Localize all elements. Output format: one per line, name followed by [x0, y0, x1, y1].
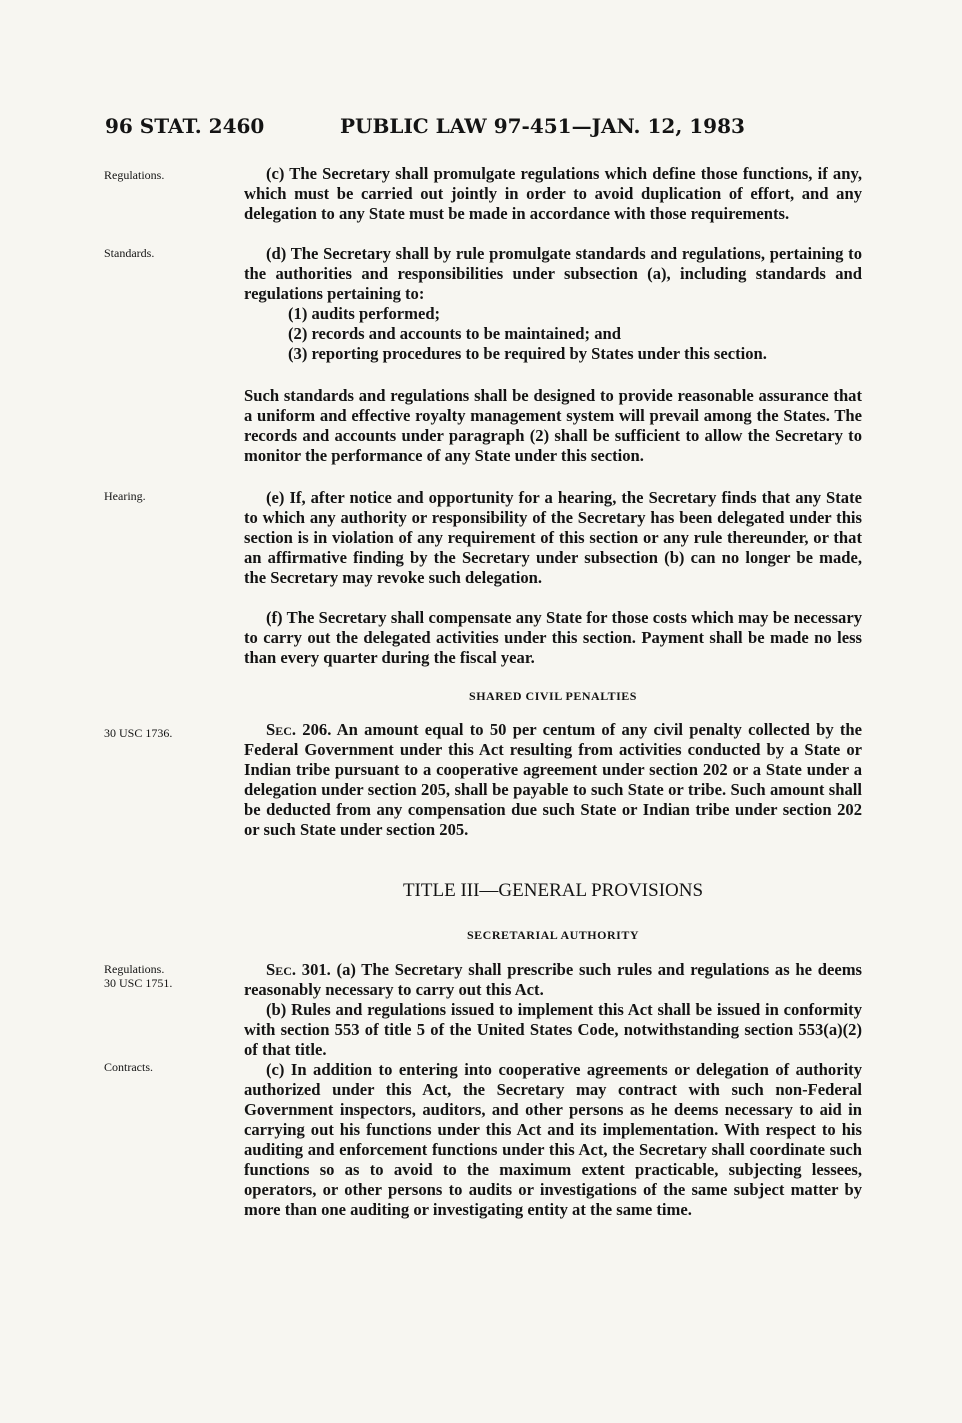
item-d1: (1) audits performed; [288, 304, 441, 323]
margin-note-contracts: Contracts. [104, 1060, 153, 1074]
item-d3: (3) reporting procedures to be required by States under this section. [288, 344, 767, 363]
item-d2: (2) records and accounts to be maintained; and [288, 324, 621, 343]
paragraph-c: (c) The Secretary shall promulgate regulations which define those functions, if any, which must be carried out jointly in order to avoid duplication of effort, and any delegation to any State must be made in accordance with those requirements. [244, 164, 862, 223]
margin-note-regulations: Regulations. [104, 168, 165, 182]
law-title: PUBLIC LAW 97-451—JAN. 12, 1983 [340, 114, 745, 138]
paragraph-d: (d) The Secretary shall by rule promulgate standards and regulations, pertaining to the authorities and responsibilities under subsection (a), including standards and regulations pertaining to: [244, 244, 862, 303]
margin-note-usc-1751: 30 USC 1751. [104, 976, 173, 990]
section-206-label: Sec. 206. [266, 720, 332, 739]
paragraph-b: (b) Rules and regulations issued to implement this Act shall be issued in conformity with section 553 of title 5 of the United States Code, notwithstanding section 553(a)(2) of that title. [244, 1000, 862, 1059]
section-301-a [244, 960, 862, 1000]
section-206 [244, 720, 862, 840]
paragraph-f: (f) The Secretary shall compensate any State for those costs which may be necessary to carry out the delegated activities under this section. Payment shall be made no less than every quarter during the fiscal year. [244, 608, 862, 667]
heading-shared-civil-penalties: SHARED CIVIL PENALTIES [469, 689, 637, 703]
section-301-label: Sec. 301. [266, 960, 331, 979]
title-iii-heading: TITLE III—GENERAL PROVISIONS [402, 880, 704, 901]
margin-note-hearing: Hearing. [104, 489, 146, 503]
section-206-text: An amount equal to 50 per centum of any civil penalty collected by the Federal Government under this Act resulting from activities conducted by a State or Indian tribe pursuant to a cooperative agreement under section 202 or a State under a delegation under section 205, shall be payable to such State or tribe. Such amount shall be deducted from any compensation due such State or Indian tribe under section 202 or such State under section 205. [244, 720, 862, 839]
section-301-a-text: (a) The Secretary shall prescribe such rules and regulations as he deems reasonably necessary to carry out this Act. [244, 960, 862, 999]
paragraph-d-continuation: Such standards and regulations shall be designed to provide reasonable assurance that a uniform and effective royalty management system will prevail among the States. The records and accounts under paragraph (2) shall be sufficient to allow the Secretary to monitor the performance of any State under this section. [244, 386, 862, 465]
stat-citation: 96 STAT. 2460 [105, 114, 265, 138]
margin-note-regulations-2: Regulations. [104, 962, 165, 976]
margin-note-usc-1736: 30 USC 1736. [104, 726, 173, 740]
paragraph-e: (e) If, after notice and opportunity for a hearing, the Secretary finds that any State to which any authority or responsibility of the Secretary has been delegated under this section is in violation of any requirement of this section or any rule thereunder, or that an affirmative finding by the Secretary under subsection (b) can no longer be made, the Secretary may revoke such delegation. [244, 488, 862, 587]
margin-note-standards: Standards. [104, 246, 155, 260]
paragraph-c-contracts: (c) In addition to entering into cooperative agreements or delegation of authority authorized under this Act, the Secretary may contract with such non-Federal Government inspectors, auditors, and other persons as he deems necessary to aid in carrying out his functions under this Act and its implementation. With respect to his auditing and enforcement functions under this Act, the Secretary shall coordinate such functions so as to avoid to the maximum extent practicable, subjecting lessees, operators, or other persons to audits or investigations of the same subject matter by more than one auditing or investigating entity at the same time. [244, 1060, 862, 1219]
heading-secretarial-authority: SECRETARIAL AUTHORITY [467, 928, 639, 942]
page-header [105, 114, 865, 144]
